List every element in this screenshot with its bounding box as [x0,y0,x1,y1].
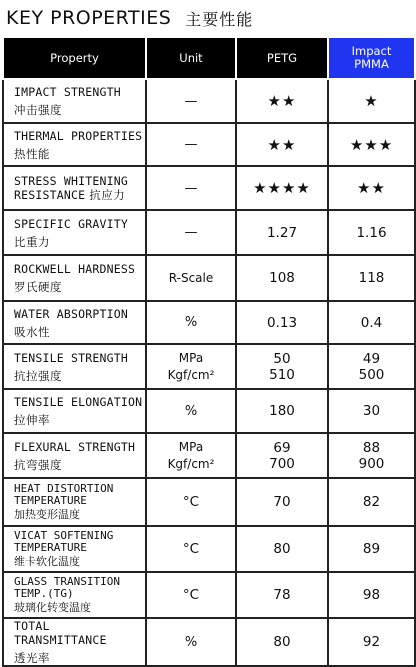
page-title-chinese: 主要性能 [185,9,254,29]
table-row [3,526,415,572]
property-cell [3,344,146,389]
table-row [3,210,415,255]
property-name-chinese: 维卡软化温度 [14,554,80,568]
petg-value: ★★ [236,123,328,166]
header-impact-pmma [328,37,415,79]
petg-value: 80 [236,526,328,572]
unit-cell [146,344,236,389]
pmma-value: 89 [328,526,415,572]
property-name: STRESS WHITENING [14,174,128,188]
table-row [3,166,415,210]
property-name-chinese: 抗应力 [89,188,126,202]
property-name-chinese: 比重力 [14,234,50,249]
property-cell [3,433,146,478]
property-name: VICAT SOFTENING [14,528,114,542]
petg-value [236,433,328,478]
header-pmma-line2: PMMA [354,57,389,71]
unit-cell: % [146,301,236,344]
unit-cell: °C [146,572,236,618]
property-name-chinese: 抗弯强度 [14,457,62,472]
petg-value-secondary: 700 [269,455,295,472]
property-name-chinese: 冲击强度 [14,103,62,117]
pmma-value: 0.4 [328,301,415,344]
petg-value-primary: 50 [273,350,291,367]
petg-value: ★★★★ [236,166,328,210]
petg-value: 1.27 [236,210,328,255]
unit-primary: MPa [178,439,204,454]
pmma-value [328,344,415,389]
petg-value [236,344,328,389]
pmma-value: ★ [328,79,415,123]
pmma-value: ★★ [328,166,415,210]
petg-value: 70 [236,478,328,526]
properties-table [2,36,416,667]
property-name-chinese: 罗氏硬度 [14,280,62,294]
table-row [3,344,415,389]
property-cell [3,526,146,572]
property-name: WATER ABSORPTION [14,306,128,321]
unit-cell: % [146,618,236,666]
header-petg: PETG [236,37,328,79]
pmma-value-secondary: 500 [358,366,385,383]
property-name: GLASS TRANSITION [14,574,120,588]
property-name: TENSILE STRENGTH [14,350,128,365]
property-name-line2: TEMPERATURE [14,494,87,508]
petg-value: 78 [236,572,328,618]
property-name-line2: TEMPERATURE [14,541,87,555]
unit-cell: °C [146,478,236,526]
property-name-line2 [14,188,145,202]
property-name: SPECIFIC GRAVITY [14,216,128,231]
pmma-value: 118 [328,255,415,301]
petg-value-primary: 69 [273,439,291,456]
property-name: IMPACT STRENGTH [14,85,121,99]
property-cell [3,166,146,210]
property-name-line2: TEMP.(TG) [14,587,74,601]
table-row [3,478,415,526]
property-cell [3,79,146,123]
property-name-chinese: 透光率 [14,651,50,665]
unit-cell: % [146,389,236,433]
property-name: TENSILE ELONGATION [14,395,143,409]
petg-value: 0.13 [236,301,328,344]
petg-value-secondary: 510 [269,366,295,383]
table-row [3,433,415,478]
table-row [3,123,415,166]
table-row [3,389,415,433]
petg-value: ★★ [236,79,328,123]
property-name-chinese: 吸水性 [14,324,50,339]
petg-value: 80 [236,618,328,666]
property-cell [3,123,146,166]
property-cell [3,210,146,255]
table-row [3,79,415,123]
page-title: KEY PROPERTIES [6,7,172,29]
petg-value: 108 [236,255,328,301]
property-name-chinese: 抗拉强度 [14,368,62,383]
unit-cell [146,433,236,478]
table-row [3,301,415,344]
pmma-value: 30 [328,389,415,433]
unit-cell: — [146,210,236,255]
property-cell [3,572,146,618]
table-row [3,255,415,301]
pmma-value [328,433,415,478]
pmma-value: 1.16 [328,210,415,255]
header-row [3,37,415,79]
petg-value: 180 [236,389,328,433]
property-name: ROCKWELL HARDNESS [14,262,136,276]
unit-primary: MPa [178,350,204,365]
unit-secondary: Kgf/cm² [167,456,215,471]
pmma-value: 92 [328,618,415,666]
pmma-value: ★★★ [328,123,415,166]
pmma-value: 98 [328,572,415,618]
property-cell [3,389,146,433]
header-property: Property [3,37,146,79]
property-name: TOTAL TRANSMITTANCE [14,619,107,647]
header-unit: Unit [146,37,236,79]
property-name: THERMAL PROPERTIES [14,128,143,143]
unit-cell: R-Scale [146,255,236,301]
property-cell [3,618,146,666]
pmma-value-primary: 88 [362,439,381,456]
table-row [3,572,415,618]
property-name-chinese: 热性能 [14,146,50,161]
pmma-value: 82 [328,478,415,526]
unit-cell: — [146,123,236,166]
pmma-value-secondary: 900 [358,455,385,472]
property-name-chinese: 拉伸率 [14,413,50,427]
property-name: HEAT DISTORTION [14,481,114,495]
property-name: FLEXURAL STRENGTH [14,439,136,454]
title-bar [0,0,416,36]
table-row [3,618,415,666]
unit-cell: °C [146,526,236,572]
unit-secondary: Kgf/cm² [167,367,215,382]
property-name-cont: RESISTANCE [14,188,86,202]
property-cell [3,255,146,301]
property-cell [3,478,146,526]
property-cell [3,301,146,344]
property-name-chinese: 玻璃化转变温度 [14,600,91,614]
unit-cell: — [146,166,236,210]
header-pmma-line1: Impact [351,44,392,58]
pmma-value-primary: 49 [362,350,381,367]
unit-cell: — [146,79,236,123]
property-name-chinese: 加热变形温度 [14,507,80,521]
